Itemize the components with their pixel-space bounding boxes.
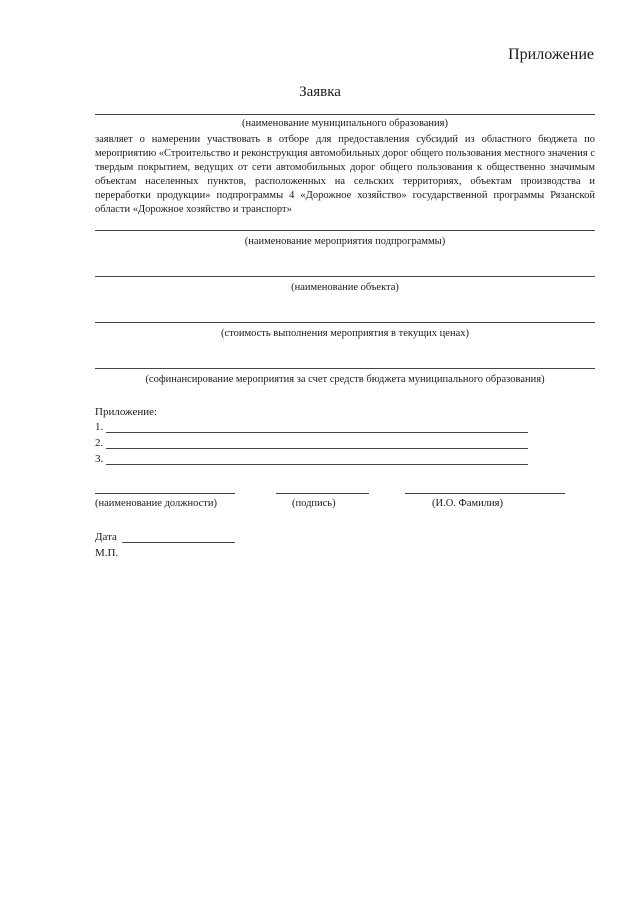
attachment-line-1 [106, 432, 528, 433]
name-line [405, 493, 565, 494]
position-caption: (наименование должности) [95, 498, 218, 509]
municipality-caption: (наименование муниципального образования) [241, 118, 449, 129]
signature-caption: (подпись) [292, 498, 336, 509]
stamp-label: М.П. [95, 547, 119, 559]
attachment-item-1 [95, 421, 103, 433]
cofinancing-caption: (софинансирование мероприятия за счет средств бюджета муниципального образования) [145, 374, 545, 385]
attachment-line-2 [106, 448, 528, 449]
position-line [95, 493, 235, 494]
attachment-line-3 [106, 464, 528, 465]
attachments-label: Приложение: [95, 406, 158, 418]
document-title: Заявка [299, 84, 341, 100]
date-label: Дата [95, 531, 117, 543]
appendix-label: Приложение [508, 46, 594, 63]
object-caption: (наименование объекта) [291, 282, 399, 293]
subprogram-event-caption: (наименование мероприятия подпрограммы) [244, 236, 446, 247]
subprogram-event-line [95, 230, 595, 231]
attachment-number: 2. [95, 437, 104, 449]
signature-line [276, 493, 369, 494]
name-caption: (И.О. Фамилия) [432, 498, 503, 509]
cofinancing-line [95, 368, 595, 369]
object-line [95, 276, 595, 277]
attachment-number: 3. [95, 453, 104, 465]
municipality-line [95, 114, 595, 115]
cost-caption: (стоимость выполнения мероприятия в текущих ценах) [221, 328, 469, 339]
cost-line [95, 322, 595, 323]
attachment-item-2 [95, 437, 103, 449]
date-line [122, 542, 235, 543]
attachment-item-3 [95, 453, 103, 465]
attachment-number: 1. [95, 421, 104, 433]
body-paragraph: заявляет о намерении участвовать в отборе для предоставления субсидий из областного бюджета по мероприятию «Строительство и реконструкция автомобильных дорог общего пользования местного значения с твердым покрытием, ведущих от сети автомобильных дорог общего пользования к общественно значимым объектам населенных пунктов, расположенных на сельских территориях, объектам производства и переработки продукции» подпрограммы 4 «Дорожное хозяйство» государственной программы Рязанской области «Дорожное хозяйство и транспорт» [95, 134, 595, 215]
